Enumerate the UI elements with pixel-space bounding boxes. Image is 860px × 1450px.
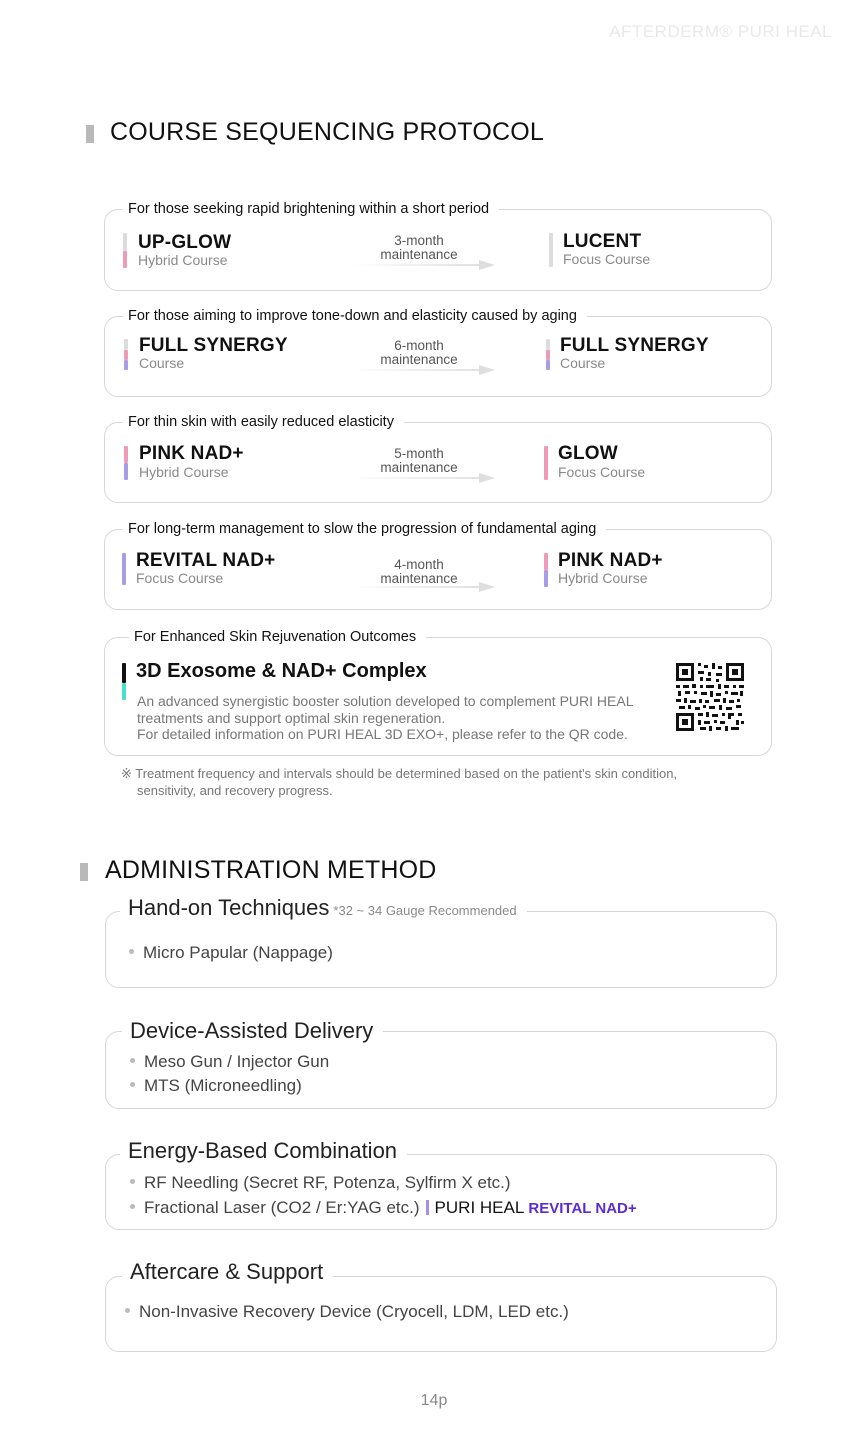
sequence-card-1: [104, 201, 772, 291]
from-course-sub: Course: [139, 355, 185, 371]
from-course-name: UP-GLOW: [138, 232, 232, 253]
exosome-title: 3D Exosome & NAD+ Complex: [136, 660, 427, 682]
gauge-note: *32 ~ 34 Gauge Recommended: [333, 903, 517, 918]
from-course-sub: Hybrid Course: [138, 252, 228, 268]
from-course-name: PINK NAD+: [139, 443, 244, 464]
admin-group-label: Hand-on Techniques *32 ~ 34 Gauge Recommended: [120, 895, 527, 921]
treatment-note: ※ Treatment frequency and intervals should be determined based on the patient's skin condition, sensitivity, and recovery progress.: [121, 766, 678, 798]
arrow-line: [351, 477, 479, 479]
color-bar: [544, 570, 548, 587]
color-bar: [124, 350, 128, 360]
color-bar: [124, 339, 128, 350]
bullet-icon: [129, 949, 134, 954]
color-bar: [544, 446, 548, 480]
color-bar: [546, 360, 550, 370]
to-course-name: LUCENT: [563, 231, 642, 252]
section-marker: [86, 125, 94, 143]
badge-product: REVITAL NAD+: [528, 1200, 637, 1217]
page-number: 14p: [420, 1392, 448, 1409]
list-item: RF Needling (Secret RF, Potenza, Sylfirm X etc.): [130, 1173, 511, 1193]
exosome-description: An advanced synergistic booster solution developed to complement PURI HEAL treatments and support optimal skin regeneration. For detailed information on PURI HEAL 3D EXO+, please refer to the QR code.: [137, 693, 634, 742]
color-bar: [123, 251, 127, 268]
to-course-name: PINK NAD+: [558, 550, 663, 571]
section-marker: [80, 863, 88, 881]
badge-bar: [426, 1200, 429, 1215]
arrow-label: 3-month maintenance: [380, 233, 458, 262]
arrow-head-icon: [479, 260, 495, 270]
qr-code-icon[interactable]: [676, 663, 744, 731]
color-bar: [549, 233, 553, 267]
card-label: For thin skin with easily reduced elasticity: [123, 413, 404, 431]
arrow-label: 4-month maintenance: [380, 557, 458, 586]
color-bar: [124, 463, 128, 480]
arrow-line: [351, 586, 479, 588]
bullet-icon: [130, 1082, 135, 1087]
badge-brand: PURI HEAL: [434, 1198, 524, 1217]
section-title-administration: ADMINISTRATION METHOD: [105, 856, 437, 884]
color-bar: [546, 350, 550, 360]
list-item: Meso Gun / Injector Gun: [130, 1052, 329, 1072]
bullet-icon: [125, 1308, 130, 1313]
exosome-card: [104, 629, 772, 756]
list-item: Fractional Laser (CO2 / Er:YAG etc.) PURI HEAL REVITAL NAD+: [130, 1198, 637, 1218]
card-label: For Enhanced Skin Rejuvenation Outcomes: [129, 628, 426, 646]
to-course-sub: Focus Course: [558, 464, 646, 480]
list-item: Non-Invasive Recovery Device (Cryocell, LDM, LED etc.): [125, 1302, 569, 1322]
card-label: For long-term management to slow the progression of fundamental aging: [123, 520, 606, 538]
color-bar: [122, 663, 126, 683]
color-bar: [123, 233, 127, 251]
to-course-name: FULL SYNERGY: [560, 335, 709, 356]
arrow-head-icon: [479, 365, 495, 375]
arrow-head-icon: [479, 473, 495, 483]
section-title-sequencing: COURSE SEQUENCING PROTOCOL: [110, 118, 544, 146]
sequence-card-4: [104, 521, 772, 610]
from-course-sub: Hybrid Course: [139, 464, 229, 480]
from-course-sub: Focus Course: [136, 570, 224, 586]
sequence-card-2: [104, 308, 772, 397]
color-bar: [546, 339, 550, 350]
arrow-line: [351, 369, 479, 371]
to-course-name: GLOW: [558, 443, 618, 464]
admin-group-label: Energy-Based Combination: [120, 1138, 407, 1164]
admin-group-label: Aftercare & Support: [122, 1259, 333, 1285]
bullet-icon: [130, 1204, 135, 1209]
color-bar: [122, 683, 126, 700]
arrow-label: 5-month maintenance: [380, 446, 458, 475]
admin-group-label: Device-Assisted Delivery: [122, 1018, 383, 1044]
card-label: For those seeking rapid brightening within a short period: [123, 200, 499, 218]
from-course-name: REVITAL NAD+: [136, 550, 276, 571]
card-label: For those aiming to improve tone-down and elasticity caused by aging: [123, 307, 587, 325]
color-bar: [124, 360, 128, 370]
brand-logo-text: AFTERDERM® PURI HEAL: [609, 22, 832, 41]
bullet-icon: [130, 1179, 135, 1184]
arrow-line: [351, 264, 479, 266]
color-bar: [122, 553, 126, 585]
arrow-head-icon: [479, 582, 495, 592]
to-course-sub: Course: [560, 355, 606, 371]
from-course-name: FULL SYNERGY: [139, 335, 288, 356]
color-bar: [544, 553, 548, 570]
list-item: MTS (Microneedling): [130, 1076, 302, 1096]
to-course-sub: Hybrid Course: [558, 570, 648, 586]
sequence-card-3: [104, 414, 772, 503]
arrow-label: 6-month maintenance: [380, 338, 458, 367]
to-course-sub: Focus Course: [563, 251, 651, 267]
color-bar: [124, 446, 128, 463]
list-item: Micro Papular (Nappage): [129, 943, 333, 963]
bullet-icon: [130, 1058, 135, 1063]
